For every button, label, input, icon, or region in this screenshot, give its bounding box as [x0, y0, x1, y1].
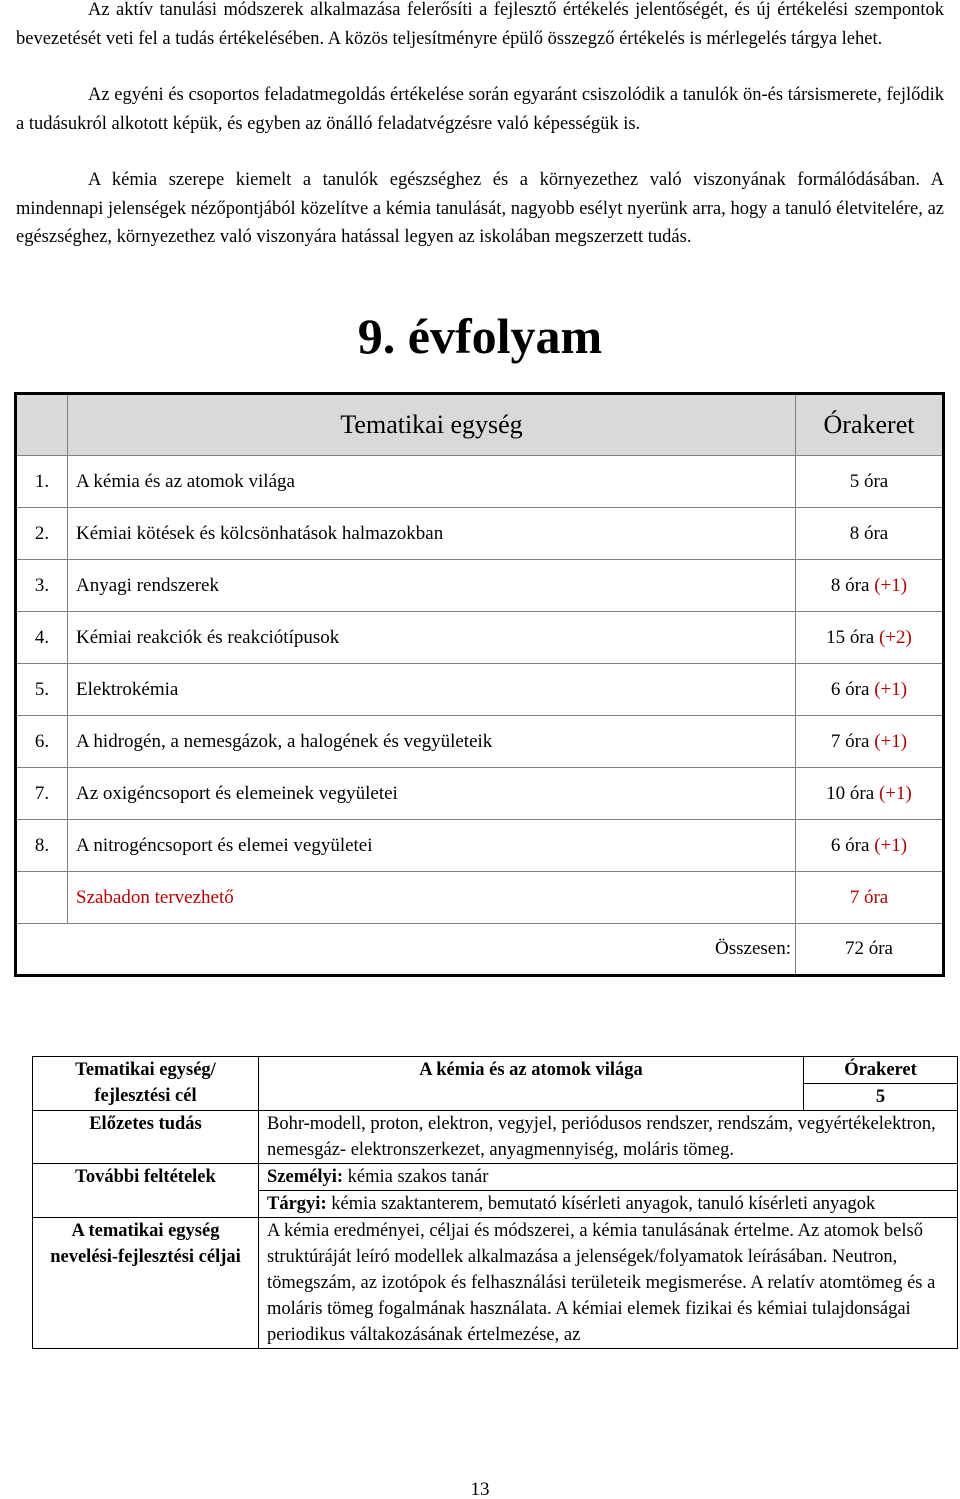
material-label: Tárgyi:: [267, 1194, 327, 1214]
topic-name: Az oxigéncsoport és elemeinek vegyületei: [68, 768, 796, 820]
paragraph-text: A kémia szerepe kiemelt a tanulók egészséghez és a környezethez való viszonyának formálódásában. A mindennapi jelenségek nézőpontjából közelítve a kémia tanulását, nagyobb esélyt nyerünk arra, hogy a tanuló életvitelére, az egészséghez, környezethez való viszonyára hatással legyen az iskolában megszerzett tudás.: [16, 170, 944, 247]
hours-base: 15 óra: [826, 626, 875, 648]
hours-base: 5 óra: [849, 470, 889, 492]
intro-paragraph-1: [16, 0, 944, 53]
topic-number: 1.: [16, 456, 68, 508]
hours-extra: (+1): [878, 782, 912, 804]
topic-name: Anyagi rendszerek: [68, 560, 796, 612]
conditions-material: [259, 1191, 958, 1218]
unit-title: A kémia és az atomok világa: [259, 1057, 804, 1111]
unit-header-row: [33, 1057, 958, 1084]
hours-extra: (+1): [874, 834, 908, 856]
hours-base: 8 óra: [830, 574, 870, 596]
prior-knowledge-row: [33, 1111, 958, 1164]
intro-paragraph-2: [16, 81, 944, 138]
topic-hours: [796, 508, 944, 560]
empty-cell: [16, 872, 68, 924]
hours-value: 5: [804, 1084, 958, 1111]
unit-detail-table: [32, 1056, 958, 1349]
conditions-personal-row: [33, 1164, 958, 1191]
hours-extra: (+1): [874, 574, 908, 596]
free-planning-label: Szabadon tervezhető: [68, 872, 796, 924]
conditions-personal: [259, 1164, 958, 1191]
goals-text: A kémia eredményei, céljai és módszerei, a kémia tanulásának értelme. Az atomok belső struktúráját leíró modellek alkalmazása a jelenségek/folyamatok leírásában. Neutron, tömegszám, az izotópok és felhasználási területeik megismerése. A relatív atomtömeg és a moláris tömeg fogalmának használata. A kémiai elemek fizikai és kémiai tulajdonságai periodikus váltakozásának értelmezése, az: [259, 1218, 958, 1349]
paragraph-text: Az aktív tanulási módszerek alkalmazása felerősíti a fejlesztő értékelés jelentőségét, és új értékelési szempontok bevezetését veti fel a tudás értékelésében. A közös teljesítményre épülő összegző értékelés is mérlegelés tárgya lehet.: [16, 0, 944, 49]
goals-label: A tematikai egység nevelési-fejlesztési céljai: [33, 1218, 259, 1349]
topic-hours: [796, 456, 944, 508]
hours-extra: (+1): [874, 678, 908, 700]
topic-number: 4.: [16, 612, 68, 664]
personal-text: kémia szakos tanár: [343, 1167, 489, 1187]
page-number: 13: [470, 1479, 490, 1499]
topic-row: [16, 716, 944, 768]
paragraph-text: Az egyéni és csoportos feladatmegoldás értékelése során egyaránt csiszolódik a tanulók ön-és társismerete, fejlődik a tudásukról alkotott képük, és egyben az önálló feladatvégzésre való képességük is.: [16, 85, 944, 134]
topic-hours: [796, 716, 944, 768]
topic-number: 5.: [16, 664, 68, 716]
prior-knowledge-text: Bohr-modell, proton, elektron, vegyjel, periódusos rendszer, rendszám, vegyértékelektron, nemesgáz- elektronszerkezet, anyagmennyiség, moláris tömeg.: [259, 1111, 958, 1164]
topics-table: [14, 392, 945, 977]
header-number-cell: [16, 394, 68, 456]
total-row: [16, 924, 944, 976]
hours-base: 6 óra: [830, 678, 870, 700]
topic-row: [16, 560, 944, 612]
hours-extra: (+1): [874, 730, 908, 752]
hours-label: Órakeret: [804, 1057, 958, 1084]
conditions-label: További feltételek: [33, 1164, 259, 1218]
topic-row: [16, 456, 944, 508]
topic-hours: [796, 820, 944, 872]
prior-knowledge-label: Előzetes tudás: [33, 1111, 259, 1164]
free-planning-row: [16, 872, 944, 924]
total-hours: 72 óra: [796, 924, 944, 976]
topic-row: [16, 768, 944, 820]
material-text: kémia szaktanterem, bemutató kísérleti anyagok, tanuló kísérleti anyagok: [326, 1194, 876, 1214]
hours-base: 7 óra: [830, 730, 870, 752]
topic-row: [16, 664, 944, 716]
topic-row: [16, 612, 944, 664]
topic-number: 3.: [16, 560, 68, 612]
topic-hours: [796, 768, 944, 820]
topic-number: 6.: [16, 716, 68, 768]
unit-label: Tematikai egység/ fejlesztési cél: [33, 1057, 259, 1111]
hours-extra: (+2): [878, 626, 912, 648]
topic-hours: [796, 560, 944, 612]
topic-name: A kémia és az atomok világa: [68, 456, 796, 508]
topic-name: A nitrogéncsoport és elemei vegyületei: [68, 820, 796, 872]
intro-paragraph-3: [16, 166, 944, 252]
topic-name: Kémiai kötések és kölcsönhatások halmazokban: [68, 508, 796, 560]
grade-heading: 9. évfolyam: [357, 308, 603, 364]
hours-base: 8 óra: [849, 522, 889, 544]
header-hours: Órakeret: [796, 394, 944, 456]
total-label: Összesen:: [16, 924, 796, 976]
topics-table-header: [16, 394, 944, 456]
topic-number: 7.: [16, 768, 68, 820]
goals-row: [33, 1218, 958, 1349]
topic-row: [16, 508, 944, 560]
topic-hours: [796, 612, 944, 664]
topic-row: [16, 820, 944, 872]
topic-name: Elektrokémia: [68, 664, 796, 716]
free-planning-hours: 7 óra: [796, 872, 944, 924]
topic-name: A hidrogén, a nemesgázok, a halogének és vegyületeik: [68, 716, 796, 768]
hours-base: 10 óra: [826, 782, 875, 804]
header-topic: Tematikai egység: [68, 394, 796, 456]
topic-name: Kémiai reakciók és reakciótípusok: [68, 612, 796, 664]
topic-number: 2.: [16, 508, 68, 560]
topic-hours: [796, 664, 944, 716]
personal-label: Személyi:: [267, 1167, 344, 1187]
topic-number: 8.: [16, 820, 68, 872]
hours-base: 6 óra: [830, 834, 870, 856]
